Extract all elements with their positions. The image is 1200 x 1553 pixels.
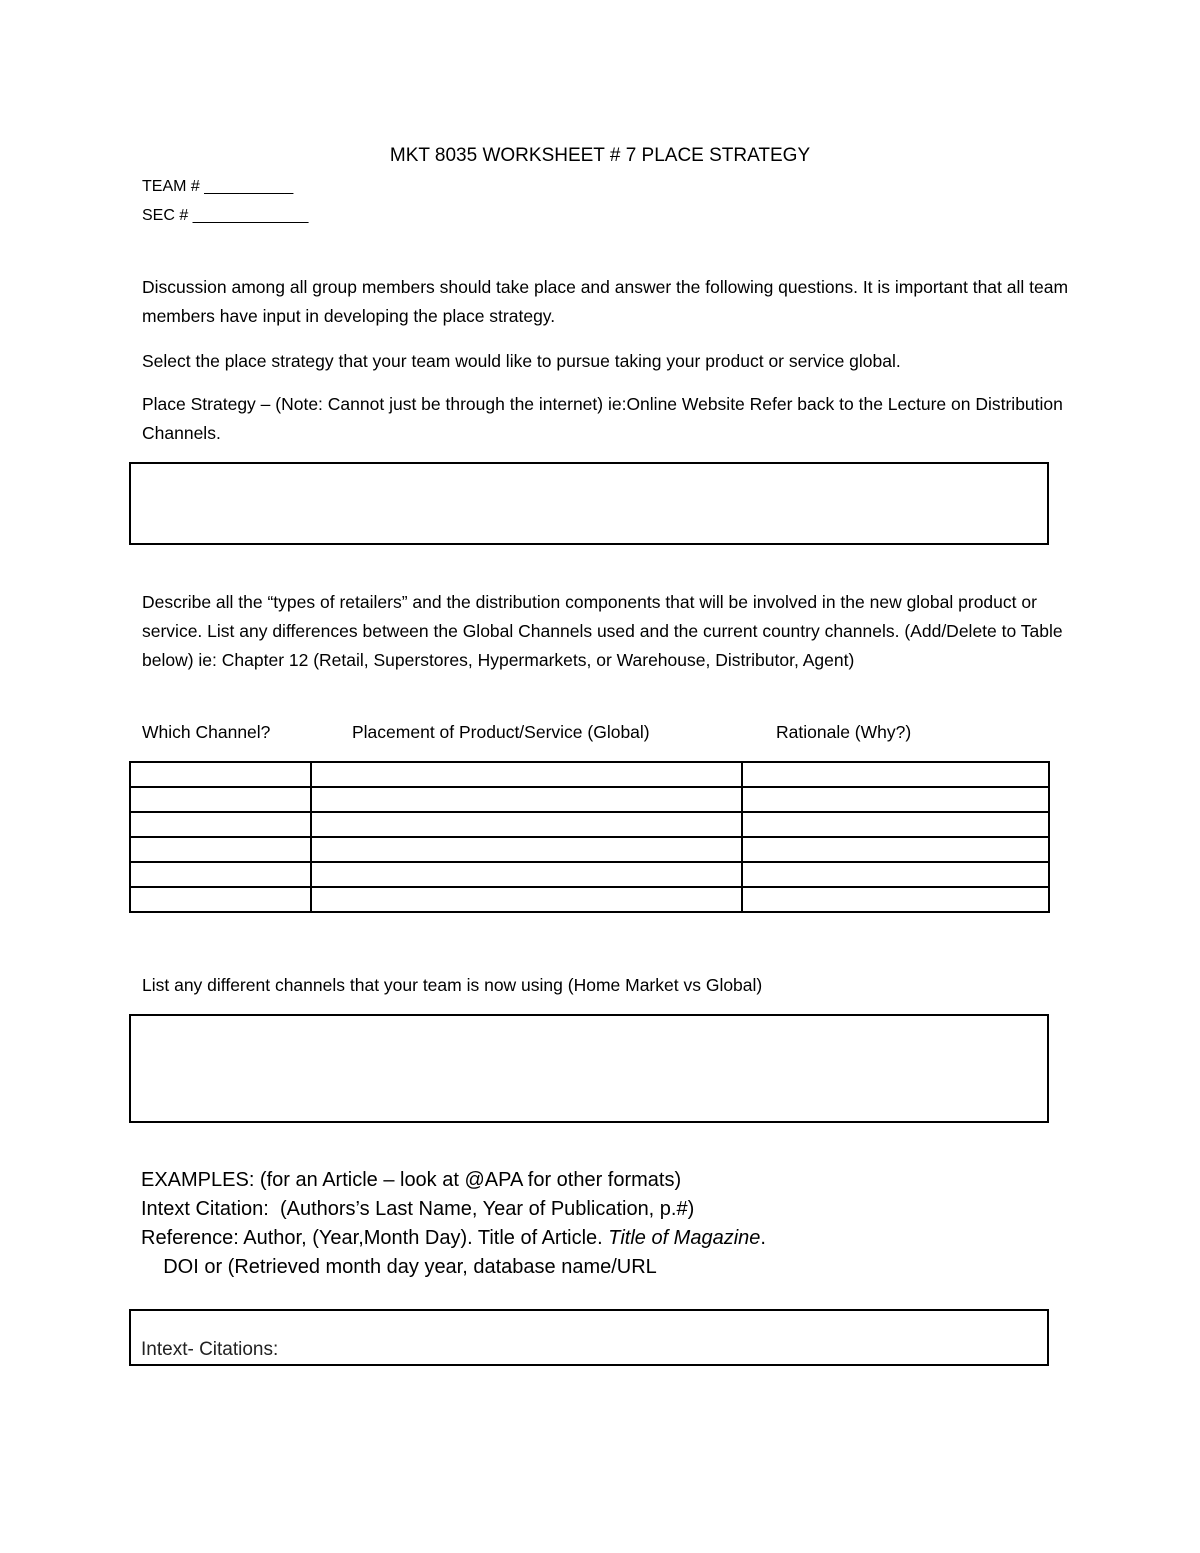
placement-cell[interactable] (311, 887, 742, 912)
magazine-title-italic: Title of Magazine (608, 1227, 761, 1249)
discussion-instructions: Discussion among all group members should take place and answer the following questions. It is important that all team members have input in developing the place strategy. (142, 277, 1069, 326)
reference-example-text: Reference: Author, (Year,Month Day). Title of Article. (141, 1227, 609, 1249)
placement-cell[interactable] (311, 862, 742, 887)
rationale-cell[interactable] (742, 787, 1049, 812)
citation-examples (141, 1166, 1041, 1282)
table-row (130, 837, 1049, 862)
table-row (130, 812, 1049, 837)
column-header-rationale: Rationale (Why?) (776, 722, 912, 742)
placement-cell[interactable] (311, 762, 742, 787)
table-row (130, 787, 1049, 812)
intext-citation-example: Intext Citation: (Authors’s Last Name, Year of Publication, p.#) (141, 1198, 695, 1220)
rationale-cell[interactable] (742, 862, 1049, 887)
examples-heading: EXAMPLES: (for an Article – look at @APA for other formats) (141, 1169, 682, 1191)
place-strategy-instructions: Place Strategy – (Note: Cannot just be through the internet) ie:Online Website Refer back to the Lecture on Distribution Channels. (142, 394, 1063, 443)
table-row (130, 762, 1049, 787)
doi-example: DOI or (Retrieved month day year, database name/URL (141, 1256, 657, 1278)
channel-cell[interactable] (130, 862, 311, 887)
select-strategy-instructions: Select the place strategy that your team would like to pursue taking your product or service global. (142, 351, 901, 371)
channel-cell[interactable] (130, 837, 311, 862)
rationale-cell[interactable] (742, 812, 1049, 837)
different-channels-answer-box[interactable] (129, 1014, 1049, 1123)
placement-cell[interactable] (311, 812, 742, 837)
reference-example-end: . (760, 1227, 766, 1249)
channel-cell[interactable] (130, 787, 311, 812)
rationale-cell[interactable] (742, 887, 1049, 912)
channel-cell[interactable] (130, 762, 311, 787)
section-number-field[interactable]: SEC # _____________ (142, 207, 309, 224)
page-title: MKT 8035 WORKSHEET # 7 PLACE STRATEGY (389, 145, 811, 166)
channel-cell[interactable] (130, 812, 311, 837)
rationale-cell[interactable] (742, 837, 1049, 862)
describe-retailers-instructions: Describe all the “types of retailers” and the distribution components that will be involved in the new global product or service. List any differences between the Global Channels used and the current country channels. (Add/Delete to Table below) ie: Chapter 12 (Retail, Superstores, Hypermarkets, or Warehouse, Distributor, Agent) (142, 592, 1063, 670)
team-number-field[interactable]: TEAM # __________ (142, 178, 294, 195)
column-header-channel: Which Channel? (142, 722, 271, 742)
reference-example (141, 1224, 1041, 1253)
intext-citations-label: Intext- Citations: (141, 1339, 279, 1360)
table-row (130, 887, 1049, 912)
column-header-placement: Placement of Product/Service (Global) (352, 722, 650, 742)
channels-table (129, 761, 1050, 913)
different-channels-prompt: List any different channels that your team is now using (Home Market vs Global) (142, 975, 763, 995)
rationale-cell[interactable] (742, 762, 1049, 787)
channel-cell[interactable] (130, 887, 311, 912)
placement-cell[interactable] (311, 837, 742, 862)
table-row (130, 862, 1049, 887)
placement-cell[interactable] (311, 787, 742, 812)
place-strategy-answer-box[interactable] (129, 462, 1049, 545)
